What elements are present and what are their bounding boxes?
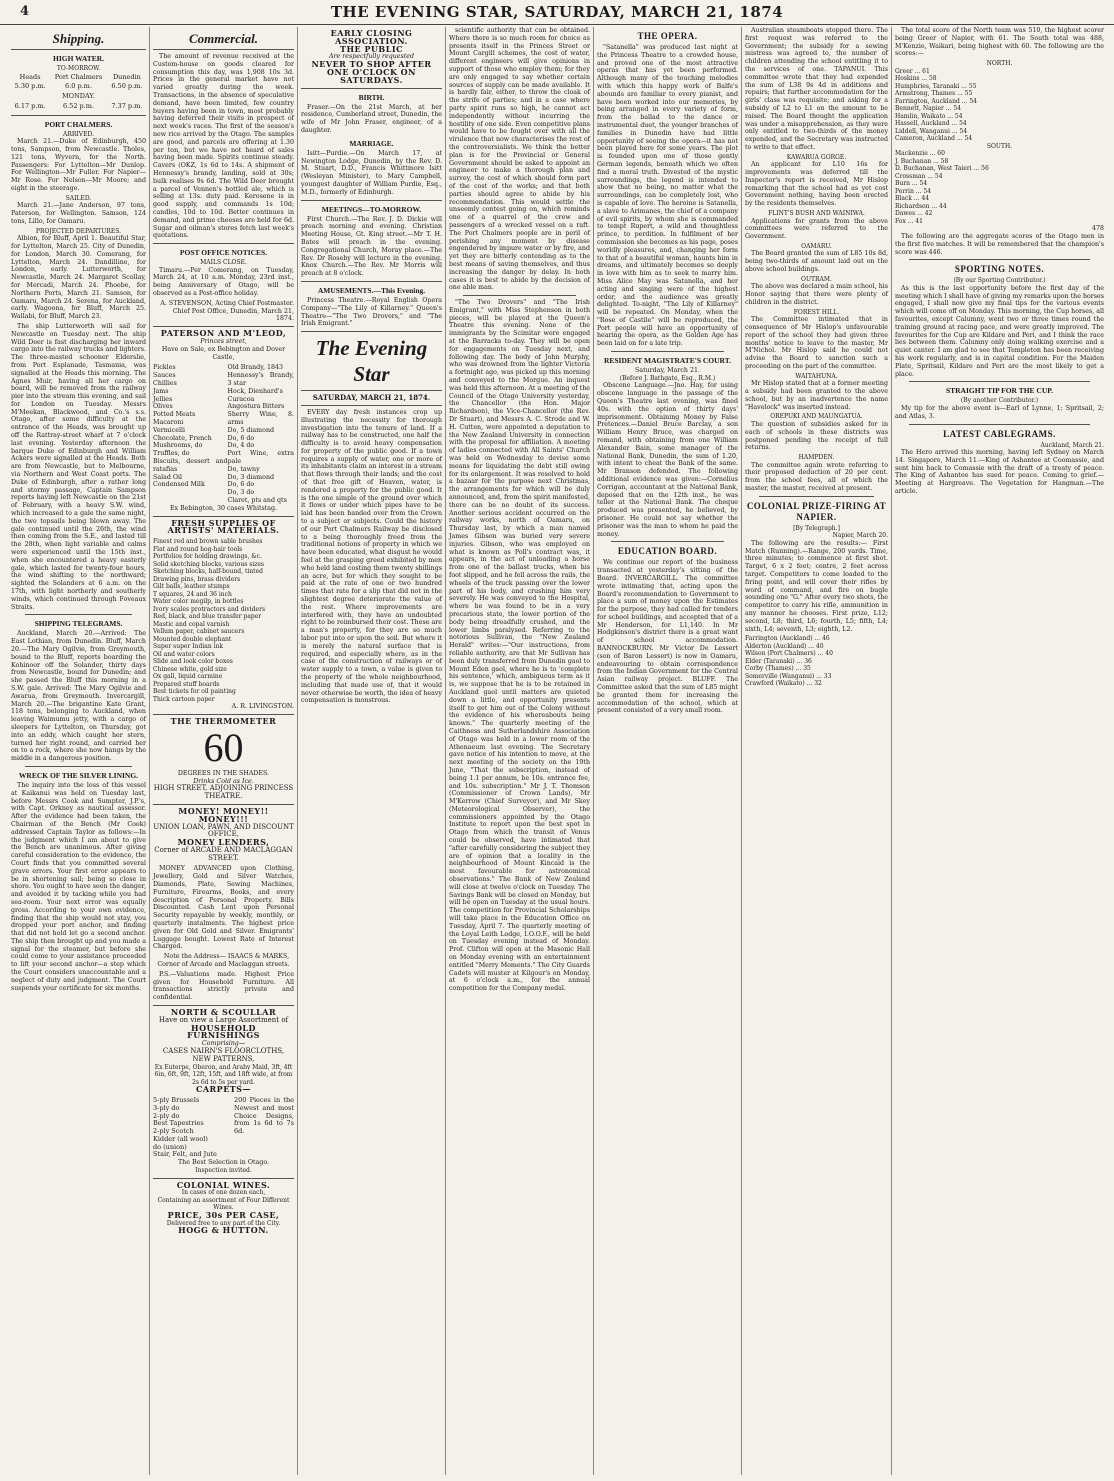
ad-heading: HOUSEHOLD FURNISHINGS xyxy=(187,1022,260,1041)
editorial-continued: scientific authority that can be obtained. Where there is so much room for choice as presents itself in the Princes Street or Mount Cargill schemes, the cost of water, different engineers will give opinions in support of those who employ them; for they are only engaged to say whether certain sources of supply can be made available. It is hardly fair, either, to throw the cloak of the strife of parties; and in a case where party spirit runs so high, he cannot act independently without incurring the hostility of one side. Even competitive plans would have to be fought over with all the virulence that now characterises the rest of the controversialists. We think the better plan is for the Provincial or General Government should be asked to appoint an engineer to make a thorough plan and survey, the cost of which should form part of the cost of the works; and that both parties should agree to abide by his recommendation. This would settle the unseemly contest going on, which reminds one of a quarrel of the crew and passengers of a wrecked vessel on a raft. The Port Chalmers people are in peril of perishing any moment by disease engendered by impure water or by fire, and yet they are bitterly contending as to the best means of saving themselves, and thus increasing the danger by delay. In both cases it is best to abide by the decision of one able man. xyxy=(449,27,590,292)
divider xyxy=(759,496,874,497)
ad-heading: MONEY! MONEY!! MONEY!!! xyxy=(178,805,269,824)
divider xyxy=(25,766,132,767)
materials-list: Finest red and brown sable brushes Flat and round hog-hair tools Portfolios for holding drawings, &c. Solid sketching blocks, various sizes Sketching blocks, half-bound, tinted Drawing pins, brass dividers Gilt balls, leather stumps T squares, 24 and 36 inch Water color megilp, in bottles Ivory scales protractors and dividers Red, black, and blue transfer paper Mastic and copal varnish Vellum paper, cabinet saucers Mounted double elephant Super super Indian ink Oil and water colors Slide and look color boxes Chinese white, gold size Ox gall, liquid carmine Prepared stuff boards Best tickets for oil painting Thick cartoon paper xyxy=(153,538,266,703)
carpets-left: 5-ply Brussels 3-ply do 2-ply do Best Tapestries 2-ply Scotch Kidder (all wool) do (union) Stair, Felt, and Jute xyxy=(153,1095,217,1159)
section-subheading: FOREST HILL. xyxy=(793,308,840,316)
marriage-heading: MARRIAGE. xyxy=(349,138,394,148)
ad-address: HIGH STREET, ADJOINING PRINCESS THEATRE. xyxy=(153,784,294,801)
product-item: Angostura Bitters xyxy=(227,403,285,411)
money-postscript: P.S.—Valuations made. Highest Price given for Household Furniture. All transactions strictly private and confidential. xyxy=(153,970,294,1002)
product-item: Vermicelli xyxy=(153,426,185,434)
ad-heading: FRESH SUPPLIES OF ARTISTS' MATERIALS. xyxy=(167,517,280,536)
sporting-byline: (By our Sporting Contributor.) xyxy=(953,277,1046,285)
straight-tip-byline: (By another Contributor.) xyxy=(960,397,1039,405)
ad-text: Delivered free to any part of the City. xyxy=(166,1219,281,1227)
arrived-subheading: ARRIVED. xyxy=(63,130,94,138)
money-address: Note the Address— ISAACS & MARKS, Corner of Arcade and Maclaggan streets. xyxy=(157,953,290,969)
page-number: 4 xyxy=(20,4,30,19)
meetings-text: First Church.—The Rev. J. D. Dickie will preach morning and evening. Christian Meeting House, Gt. King street.—Mr T. H. Bates will preach in the evening. Congregational Church, Moray place.—The Rev. Dr Roseby will lecture in the evening. Knox Church.—The Rev. Mr Morris will preach at 8 o'clock. xyxy=(301,215,442,278)
product-item: Mushrooms, do xyxy=(153,442,203,450)
court-date: Saturday, March 21. xyxy=(635,367,700,375)
divider xyxy=(301,200,442,201)
section-subheading: KAWARUA GORGE. xyxy=(786,153,847,161)
divider xyxy=(11,115,146,116)
high-water-heading: HIGH WATER. xyxy=(53,54,104,63)
ad-text: Are respectfully requested xyxy=(328,53,415,61)
product-item: Truffles, do xyxy=(153,450,190,458)
product-item: Chocolate, French xyxy=(153,434,212,442)
column-editorial xyxy=(298,27,446,1475)
product-item: Biscuits, dessert and ratafias xyxy=(153,457,228,473)
sporting-text: As this is the last opportunity before the first day of the meeting which I shall have of giving my remarks upon the horses engaged, I shall now give my final tips for the various events which will come off on Monday. This morning, the Cup horses, all favourites, except Calumny, went two or three times round the training ground at racing pace, and were greatly improved. The favourites for the Cup are Kildare and Peri, and I think the race lies between them. Calumny only doing walking exercise and a quiet canter. I am glad to see that Templeton has been receiving his work regularly, and is in capital condition. For the Maiden Plate, Spritsail, Kildare and Peri are the most likely to get a place. xyxy=(895,284,1104,378)
product-item: Port Wine, extra pale xyxy=(227,450,294,465)
newspaper-header-title: THE EVENING STAR, SATURDAY, MARCH 21, 1874 xyxy=(330,3,784,21)
shipping-heading: Shipping. xyxy=(52,31,105,46)
section-subheading: OAMARU. xyxy=(801,242,832,250)
divider xyxy=(25,614,132,615)
money-text: MONEY ADVANCED upon Clothing, Jewellery, Gold and Silver Watches, Diamonds, Plate, Sewing Machines, Furniture, Firearms, Books, and every description of Personal Property. Bills Discounted. Cash Lent upon Personal Security repayable by weekly, monthly, or quarterly instalments. The highest price given for Old Gold and Silver. Emigrants' Luggage bought. Lowest Rate of Interest Charged. xyxy=(153,865,294,951)
ad-heading: EARLY CLOSING ASSOCIATION. xyxy=(330,28,413,46)
opera-text: "Satanella" was produced last night at the Princess Theatre to a crowded house, and proved one of the most attractive operas that has yet been performed. Although many of the touching melodies with which this happy work of Balfe's abounds are familiar to every pianist, and have been worked into our memories, by being arranged in every variety of form, from the ballad to the dance or instrumental duet, the younger branches of families in Dunedin have had little opportunity of seeing the opera—it has not been played here for some years. The plot is founded upon one of those gently German legends, beneath which we often find a moral truth. Divested of the mystic surroundings, the legend is intended to show that no being, no matter what the surroundings, can be completely lost, who is capable of love. The heroine is Satanella, a slave to Arimanes, the chief of a company of evil spirits, by whom she is commanded to tempt Rupert, a wild and thoughtless prince, to perdition. In fulfilment of her commission she becomes as his page, poses worldly pleasures, and, changing her form to that of a beautiful woman, haunts him in dreams, and ultimately becomes so deeply in love with him as to seek to marry him. Miss Alice May was Satanella, and her acting and singing were of the highest order, and the audience was greatly delighted. To-night, "The Lily of Killarney" will be repeated. On Monday, when the "Rose of Castile" will be reproduced, the Port people will have an opportunity of hearing the opera, as the Golden Age has been laid on for a late trip. xyxy=(597,44,738,348)
north-subheading: NORTH. xyxy=(986,60,1013,68)
table-row xyxy=(11,73,146,83)
section-subheading: OUTRAM. xyxy=(801,275,832,283)
product-item: Do, 6 do xyxy=(227,481,255,489)
table-cell: MONDAY. xyxy=(62,92,95,101)
mails-close-subheading: MAILS CLOSE. xyxy=(200,259,247,267)
product-item: Pickles xyxy=(153,364,176,372)
marriage-text: Isitt—Purdie.—On March 17, at Newington Lodge, Dunedin, by the Rev. D. M. Stuart, D.D., Francis Whittmore Isitt (Wesleyan Minister), to Mary Campbell, youngest daughter of William Purdie, Esq., M.D., formerly of Edinburgh. xyxy=(301,149,442,196)
product-item: Sauces xyxy=(153,372,176,380)
section-subheading: OREPUKI AND MAUNGATUA. xyxy=(770,413,863,421)
rifle-scores-intro: The total score of the North team was 510, the highest scorer being Greer of Napier, with 61. The South total was 488, M'Kenzie, Waikari, being highest with 60. The following are the scores:— xyxy=(895,27,1104,58)
sailed-subheading: SAILED. xyxy=(65,194,92,202)
arrived-text: March 21.—Duke of Edinburgh, 450 tons, Sampson, from Newcastle. Tholes, 121 tons, Wyvern, for the North. Passengers: For Lyttelton—Mr Dunlop. For Wellington—Mr Fuller. For Napier—Mr Rose. For Nelson—Mr Moore; and eight in the steerage. xyxy=(11,138,146,192)
meetings-heading: MEETINGS—TO-MORROW. xyxy=(321,204,422,214)
commercial-heading: Commercial. xyxy=(189,31,258,46)
amusements-text: Princess Theatre.—Royal English Opera Company—"The Lily of Killarney." Queen's Theatre—"The Two Drovers," and "The Irish Emigrant." xyxy=(301,296,442,328)
projected-text: Albion, for Bluff, April 1. Beautiful Star, for Lyttelton, March 25. City of Dunedin, for London, March 30. Comerang, for Lyttelton, March 24. Dandilline, for London, early. Lutterworth, for Newcastle, March 24. Margaret Scollay, for Mercadi, March 24. Phoebe, for Northern Ports, March 21. Samson, for Oamaru, March 24. Serena, for Auckland, early. Wagoona, for Bluff, March 25. Wallabi, for Bluff, March 23. xyxy=(11,235,146,321)
education-heading: EDUCATION BOARD. xyxy=(617,546,718,557)
ad-subtitle: CARPETS— xyxy=(195,1084,252,1095)
education-continued: Australian steamboats stopped there. The first request was referred to the Government; the subsidy for a sewing mistress was agreed to, the number of children attending the school entitling it to the services of one. TAPANUI. This committee wrote that they had expended the sum of L38 9s 4d in additions and repairs; that further accommodation for the girls' class was requisite; and asking for a subsidy of L2 to L1 on the amount to be raised. The Board thought the application was under a misapprehension, as they were only entitled to two-thirds of the money expended, and the Secretary was instructed to write to that effect. xyxy=(745,27,888,151)
ad-subtitle: MONEY LENDERS, xyxy=(177,837,270,848)
divider xyxy=(153,49,294,50)
ad-tagline: Inspection invited. xyxy=(195,1167,252,1175)
section-text: The committee again wrote referring to their proposed deduction of 20 per cent. from the school fees, all of which the master, the master, received at present. xyxy=(745,461,888,493)
north-scores: Greer ... 61 Hoskins ... 58 Humphries, Taranaki ... 55 Armstrong, Thames ... 55 Farrington, Auckland ... 54 Bennett, Napier ... 54 Hamlin, Waikato ... 54 Hassell, Auckland ... 54 Liddell, Wanganui ... 54 Cameron, Auckland ... 54 xyxy=(895,67,977,143)
newspaper-masthead: The Evening Star xyxy=(315,336,428,387)
ad-subtitle: DEGREES IN THE SHADES. xyxy=(177,769,270,777)
product-list-left xyxy=(153,364,228,504)
divider xyxy=(153,1005,294,1006)
tide-table xyxy=(11,73,146,112)
divider xyxy=(153,243,294,244)
amusements-heading: AMUSEMENTS.—This Evening. xyxy=(317,285,426,295)
court-before: (Before J. Bathgate, Esq., R.M.) xyxy=(619,374,716,382)
ad-price: PRICE, 30s PER CASE, xyxy=(167,1209,280,1220)
ad-tagline: The Best Selection in Otago. xyxy=(177,1159,270,1167)
table-cell: 6.0 p.m. xyxy=(65,82,92,91)
wreck-heading: WRECK OF THE SILVER LINING. xyxy=(18,770,139,780)
thermometer-ad xyxy=(153,715,294,801)
ad-signature: A. R. LIVINGSTON. xyxy=(231,703,294,711)
telegrams-heading: SHIPPING TELEGRAMS. xyxy=(34,619,123,629)
editorial-text: EVERY day fresh instances crop up illustrating the necessity for thorough investigation into the tenure of land. If a railway has to be constructed, one half the difficulty is to avoid heavy compensation for property of the public good. If a town requires a supply of water, one or more of its inhabitants claim an interest in a stream that flows through their lands; and the cost of that free gift of Heaven, water, is rendered a property for the public good. It is the one simple of the ground over which it flows or under which pipes have to be laid has been handed over from the Crown to a subject or subjects. Could the history of our Port Chalmers Railway be disclosed to a being thoroughly freed from the traditional notions of property in which we have been educated, what disgust he would feel at the grasping greed exhibited by men who held land costing them twenty shillings an acre, but for which they sought to be paid at the rate of one or two hundred times that rate for a slip that did not in the slightest degree deteriorate the value of the rest. Where improvements are interfered with, they have an undoubted right to be reimbursed their cost. These are a man's property, for they are so much labor put into or upon the soil. But where it is merely the natural surface that is required, and especially where, as in the case of the construction of railways or of water supply to a town, a value is given to the property of the whole neighbourhood, including that made use of, that it would never otherwise be worth, the idea of heavy compensation is monstrous. xyxy=(301,408,442,705)
product-item: Do, 3 do xyxy=(227,489,255,497)
product-item: Jellies xyxy=(153,395,173,403)
column-shipping xyxy=(8,27,150,1475)
product-item: Do, 6 do xyxy=(227,434,255,442)
prize-firing-text: The following are the results:— First Match (Running).—Range, 200 yards. Time, three minutes; to commence at first shot. Target, 6 x 2 feet; centre, 2 feet across target. Competitors to come loaded to the firing point, and will cover their rifles by word of command, and fire on bugle sounding one "G." After every two shots, the competitor to carry his rifle, ammunition in any manner he chooses. First prize, L12; second, L8; third, L6; fourth, L5; fifth, L4; sixth, L4; seventh, L3; eighth, L2. xyxy=(745,539,888,633)
ad-footer: Ex Bebington, 30 cases Whitstag. xyxy=(169,504,278,512)
section-text: The above was declared a main school, his Honor saying that there were plenty of children in the district. xyxy=(745,283,888,306)
divider xyxy=(463,295,576,296)
divider xyxy=(909,259,1090,260)
ad-text: ONE O'CLOCK ON SATURDAYS. xyxy=(327,66,416,85)
colonial-wines-ad xyxy=(153,1179,294,1236)
dateline: Auckland, March 21. xyxy=(1040,441,1104,449)
section-text: The Committee intimated that in consequence of Mr Hislop's unfavourable report of the school they had given three months' notice to leave to the master, Mr M'Nichol. Mr Hislop said he could not advise the Board to sanction such a proceeding on the part of the committee. xyxy=(745,316,888,370)
straight-tip-heading: STRAIGHT TIP FOR THE CUP. xyxy=(945,386,1054,396)
paterson-mcleod-ad xyxy=(153,330,294,361)
divider xyxy=(301,88,442,89)
ad-signature: HOGG & HUTTON. xyxy=(178,1225,269,1236)
ad-subtitle: THE PUBLIC xyxy=(340,43,403,54)
cablegrams-text: The Hero arrived this morning, having left Sydney on March 14. Singapore, March 11.—King of Ashantee at Coomassie, and sent him back to Comassie with the draft of a treaty of peace. The King of Ashantee has sued for peace. Coming to grief.—Meeting at Hargreave. The Vegetation for Hangman.—The article. xyxy=(895,449,1104,496)
divider xyxy=(301,390,442,391)
section-subheading: WAITAHUNA. xyxy=(795,372,838,380)
post-office-text: Timaru.—Per Comerang, on Tuesday, March 24, at 10 a.m. Monday, 23rd inst., being Anniversary of Otago, will be observed as a Post-office holiday. xyxy=(153,266,294,298)
table-cell: 7.37 p.m. xyxy=(111,101,143,110)
money-lenders-ad xyxy=(153,805,294,863)
product-item: Olives xyxy=(153,403,173,411)
section-text: The Board granted the sum of L85 10s 8d, being two-thirds of amount laid out on the above school buildings. xyxy=(745,250,888,274)
ad-tagline: Drinks Cold as Ice. xyxy=(193,777,254,785)
product-list-right xyxy=(228,364,294,504)
early-closing-ad xyxy=(301,30,442,85)
product-item: Condensed Milk xyxy=(153,481,205,489)
product-item: Hock, Dienhard's xyxy=(227,387,283,395)
table-cell: 6.50 p.m. xyxy=(111,82,143,91)
opera-heading: THE OPERA. xyxy=(637,31,698,41)
table-cell: 6.17 p.m. xyxy=(14,101,46,110)
post-office-signature: A. STEVENSON, Acting Chief Postmaster. Chief Post Office, Dunedin, March 21, 1874. xyxy=(160,299,294,323)
table-row xyxy=(11,82,146,92)
carpets-right: 200 Pieces in the Newest and most Choice Designs, from 1s 6d to 7s 6d. xyxy=(234,1095,294,1136)
divider xyxy=(611,541,724,542)
ad-heading: THE THERMOMETER xyxy=(170,715,277,726)
wreck-text: The inquiry into the loss of this vessel at Kaikanui was held on Tuesday last, before Messrs Cook and Sumpter, J.P.'s, with Capt. Orkney as nautical assessor. After the evidence had been taken, the Chairman of the Bench (Mr Cook) addressed Captain Taylor as follows:—In the judgment which I am about to give the Bench are unanimous. After giving careful consideration to the evidence, the Court finds that you committed several grave errors. Your first error appears to be in shortening sail; being so close in shore. You ought to have seen the danger, and avoided it by tacking while you had sea-room. Your next error was equally gross. According to your own evidence, finding that the ship would not stay, you dropped your port anchor, and finding that did not hold let go a second anchor. The ship then brought up and you made a signal for the steamer, but before she could come to your assistance proceeded to lift your second anchor—a step which the Court considers unaccountable and a neglect of duty and judgment. The Court suspends your certificate for six months. xyxy=(11,781,146,992)
ad-text: Containing an assortment of Four Different Wines. xyxy=(157,1196,290,1212)
telegrams-text: Auckland, March 20.—Arrived: The East Lothian, from Dunedin. Bluff, March 20.—The Mary Ogilvie, from Greymouth, bound to the Bluff, reports boarding the Kohinoor off the Solander, thirty days from Newcastle, bound for Dunedin; and she passed the Bluff this morning in a S.W. gale. Arrived: The Mary Ogilvie and Awarua, from Greymouth. Invercargill, March 20.—The brigantine Kate Grant, 118 tons, belonging to Auckland, when leaving Waimumu jetty, with a cargo of sleepers for Lyttelton, on Thursday, got into an eddy, which caught her stern, turned her right round, and carried her on to a rock, where she now hangs by the middle in a dangerous position. xyxy=(11,630,146,763)
table-row xyxy=(11,92,146,102)
north-scoullar-ad xyxy=(153,1009,294,1094)
ad-address: Corner of ARCADE AND MACLAGGAN STREET. xyxy=(154,845,293,862)
divider xyxy=(153,714,294,715)
south-subheading: SOUTH. xyxy=(986,142,1013,150)
sailed-text: March 21.—Jane Anderson, 97 tons, Paterson, for Wellington. Samson, 124 tons, Lillo, for Oamaru. xyxy=(11,202,146,225)
product-list xyxy=(153,364,294,504)
straight-tip-text: My tip for the above event is—Earl of Lynne, 1; Spritsail, 2; and Atlas, 3. xyxy=(895,404,1104,420)
cablegrams-heading: LATEST CABLEGRAMS. xyxy=(943,428,1056,439)
ad-subtitle: In cases of one dozen each, xyxy=(181,1189,266,1197)
product-item: Old Brandy, 1843 xyxy=(227,364,283,372)
divider xyxy=(301,281,442,282)
product-item: Hennessy's Brandy, 3 star xyxy=(227,372,294,387)
ad-subtitle: CASES NAIRN'S FLOORCLOTHS, NEW PATTERNS, xyxy=(162,1047,285,1063)
ad-subtitle: UNION LOAN, PAWN, AND DISCOUNT OFFICE, xyxy=(153,822,294,839)
prize-firing-scores: Farrington (Auckland) ... 46 Alderton (Auckland) ... 40 Wilson (Port Chalmers) ... 40 Elder (Taranaki) ... 36 Corby (Thames) ... 35 Somerville (Wanganui) ... 33 Crawford (Waikato) ... 32 xyxy=(745,635,833,688)
column-opera xyxy=(594,27,742,1475)
product-item: Do, 4 do xyxy=(227,442,255,450)
education-text: We continue our report of the business transacted at yesterday's sitting of the Board. INVERCARGILL. The committee wrote intimating that, acting upon the Board's recommendation to Government to place a sum of money upon the Estimates for the purpose, they had called for tenders for school buildings, and accepted that of a Mr Henderson, for L1,140. In Mr Hodgkinson's district there is a great want of school accommodation. BANNOCKBURN. Mr Victor De Lessert (son of Baron Lessert) is now in Oamaru, endeavouring to obtain correspondence from the Indian Government for the Central Asian railway project. BLUFF. The Committee asked that the sum of L85 might be granted them for increasing the accommodation of the school, which at present consisted of a very small room. xyxy=(597,559,739,715)
advertiser-address: Princes street, xyxy=(200,338,247,345)
column-education xyxy=(742,27,892,1475)
south-scores: Mackenzie ... 60 J. Buchanan ... 58 D. Buchanan, West Taieri ... 56 Crossman ... 54 Burn ... 54 Perrin ... 54 Black ... 44 Richardson ... 44 Dawes ... 42 Fox ... 41 xyxy=(895,150,989,225)
court-heading: RESIDENT MAGISTRATE'S COURT. xyxy=(603,356,732,366)
column-sporting xyxy=(892,27,1107,1475)
table-cell: Heads xyxy=(19,72,41,81)
table-cell: 5.30 p.m. xyxy=(14,82,46,91)
product-item: Jams xyxy=(153,387,169,395)
birth-text: Fraser.—On the 21st March, at her residence, Cumberland street, Dunedin, the wife of Mr John Fraser, engineer, of a daughter. xyxy=(301,103,442,134)
divider xyxy=(153,1178,294,1179)
port-heading: PORT CHALMERS. xyxy=(44,119,113,129)
section-text: Mr Hislop stated that at a former meeting a subsidy had been granted to the above school, but by an inadvertence the name "Havelock" was inserted instead. xyxy=(745,380,888,411)
aggregate-text: The following are the aggregate scores of the Otago men in the first five matches. It will be remembered that the champion's score was 446. xyxy=(895,232,1104,256)
divider xyxy=(301,331,442,332)
tide-subheading: TO-MORROW. xyxy=(56,65,101,72)
page-header xyxy=(0,0,1114,25)
product-item: Macaroni xyxy=(153,418,184,426)
product-item: Curacoa xyxy=(227,395,255,403)
south-total: 478 xyxy=(1091,225,1104,233)
ad-subtitle: Have on view a Large Assortment of xyxy=(158,1015,289,1024)
product-item: Do, 5 diamond xyxy=(227,426,275,434)
section-text: Applications for grants from the above committees were referred to the Government. xyxy=(745,217,888,241)
divider xyxy=(301,405,442,406)
column-commercial xyxy=(150,27,298,1475)
table-cell: Dunedin xyxy=(112,72,141,81)
divider xyxy=(909,381,1090,382)
ad-heading: COLONIAL WINES. xyxy=(176,1179,271,1190)
product-item: Do, tawny xyxy=(227,465,260,473)
local-news-text: "The Two Drovers" and "The Irish Emigrant," with Miss Stephenson in both pieces, will be played at the Queen's Theatre this evening. None of the immigrants by the Scimitar were engaged at the Barracks to-day. They will be open for engagements on Tuesday next, and following day. The body of John Murphy, who was drowned from the lighter Victoria a fortnight ago, was picked up this morning and conveyed to the Morgue. An inquest was held this afternoon. At a meeting of the Council of the Otago University yesterday, the Chancellor (the Hon. Major Richardson), the Vice-Chancellor (the Rev. Dr Stuart), and Messrs A. C. Strode and W. H. Cutten, were appointed a deputation to the New Zealand University in connection with the proposal for affiliation. A meeting of ladies connected with All Saints' Church was held on Wednesday to devise some means for liquidating the debt still owing for its enlargement. It was resolved to hold a bazaar for the purpose next Christmas, the arrangements for which will be duly announced, and, from the spirit manifested, there can be no doubt of its success. Another serious accident occurred on the railway works, north of Oamaru, on Thursday last, by which a man named James Gibson was buried very severe injuries. Gibson, who was employed on what is known as Poll's contract was, it appears, in the act of unloading a horse from one of the ballast trucks, when his foot slipped, and he fell across the rails, the wheels of the truck passing over the lower part of his body, and crushing him very severely. He was conveyed to the Hospital, where he was found to be in a very precarious state, the lower portion of the body being dreadfully crushed, and the lower limbs paralysed. Referring to the notorious Sullivan, the "New Zealand Herald" writes:—"Our instructions, from reliable authority, are that Mr Sullivan has been duly transferred from Dunedin gaol to Mount Eden gaol, where he is to 'complete his sentence,' which, ambiguous term as it is, we suppose that he is to be retained in Auckland gaol until matters are quieted down a little, and opportunity presents itself to get him out of the Colony without the evidence of his whereabouts being known." The quarterly meeting of the Caithness and Sutherlandshire Association of Otago was held in a lower room of the Athenaeum last evening. The Secretary gave notice of his intention to move, at the next meeting of the society on the 19th June, "That the subscription, instead of being 1.1 per annum, be 10s. entrance fee, and 10s. subscription." Mr J. T. Thomson (Commissioner of Crown Lands), Mr M'Kerrow (Chief Surveyor), and Mr Skey (Meteorological Observer), the commissioners appointed by the Otago Institute to report upon the best spot in Otago from which the transit of Venus could be observed, have intimated that "after carefully considering the subject they are of opinion that a locality in the neighbourhood of Mount Kincaid is the most favourable for astronomical observations." The Bank of New Zealand will close at twelve o'clock on Tuesday. The Savings Bank will be closed on Monday, but will be open on Tuesday at the usual hours. The competition for Provincial Scholarships will take place in the Education Office on Tuesday, April 7. The quarterly meeting of the Loyal Leith Lodge, I.O.O.F., will be held on Tuesday evening instead of Monday. Prof. Clifton will open at the Masonic Hall on Monday evening with an entertainment entitled "Merry Moments." The City Guards Cadets will muster at Kilgour's on Monday, at 6 o'clock a.m., for the annual competition for the Company medal. xyxy=(449,299,590,993)
projected-subheading: PROJECTED DEPARTURES. xyxy=(35,227,122,235)
section-text: An applicant for L10 16s for improvements was deferred till the Inspector's report is received, Mr Hislop remarking that the school had as yet cost Government nothing, having been erected by the residents themselves. xyxy=(745,161,888,208)
advertiser-name: NORTH & SCOULLAR xyxy=(170,1007,277,1018)
ad-text: Ex Euterpe, Oberon, and Araby Maid, 3ft, 4ft 6in, 6ft, 9ft, 12ft, 15ft, and 18ft wide, at from 2s 6d to 5s per yard. xyxy=(154,1063,293,1086)
ad-text: NEVER TO SHOP AFTER xyxy=(311,59,432,70)
dateline: Napier, March 20. xyxy=(832,532,888,540)
advertiser-name: PATERSON AND M'LEOD, xyxy=(160,328,287,339)
ad-subtitle: Have on Sale, ex Bebington and Dover Castle, xyxy=(161,345,286,361)
thermometer-value: 60 xyxy=(203,724,244,770)
product-item: Sherry Wine, 8. arms xyxy=(227,411,294,426)
artists-materials-ad xyxy=(153,517,294,536)
post-office-heading: POST OFFICE NOTICES. xyxy=(179,248,268,258)
sporting-heading: SPORTING NOTES. xyxy=(954,264,1045,275)
product-item: Chillies xyxy=(153,379,177,387)
product-item: Do, 3 diamond xyxy=(227,473,275,481)
prize-firing-heading: COLONIAL PRIZE-FIRING AT NAPIER. xyxy=(746,500,887,522)
editorial-date: SATURDAY, MARCH 21, 1874. xyxy=(312,393,431,403)
section-subheading: FLINT'S BUSH AND WAINIWA. xyxy=(768,210,865,218)
table-row xyxy=(11,102,146,112)
divider xyxy=(909,424,1090,425)
section-subheading: HAMPDEN. xyxy=(798,454,835,462)
column-local-news xyxy=(446,27,594,1475)
product-item: Salad Oil xyxy=(153,473,183,481)
product-item: Claret, pts and qts xyxy=(227,496,287,504)
court-text: Obscene Language.—Jno. Hay, for using obscene language in the passage of the Queen's Theatre last evening, was fined 40s. with the option of thirty days' imprisonment. Obtaining Money by False Pretences.—Daniel Bruce Barclay, a son William Henry Bruce, was charged on remand, with obtaining from one William Alexander Bain, some manager of the National Bank, Dunedin, the sum of 1.20, with intent to cheat the Bank of the same. Mr Branson defended. The following additional evidence was given:—Cornelius Corrigan, accountant at the National Bank, deposed that on the 12th inst., he was teller at the National Bank. The cheque produced was presented, he believed, by prisoner. He could not say whether the prisoner was the man to whom he paid the money. xyxy=(597,382,738,538)
birth-heading: BIRTH. xyxy=(358,92,385,102)
table-cell: 6.52 p.m. xyxy=(62,101,94,110)
telegraph-note: [By Telegraph.] xyxy=(793,524,840,532)
product-item: Potted Meats xyxy=(153,411,196,419)
divider xyxy=(11,49,146,50)
carpets-list xyxy=(153,1097,294,1159)
section-text: The question of subsidies asked for in each of schools in these districts was postponed pending the receipt of full returns. xyxy=(745,420,888,452)
ad-tagline: Comprising— xyxy=(201,1040,246,1048)
shipping-body: The ship Lutterworth will sail for Newcastle on Tuesday next. The ship Wild Deer is fast discharging her inward cargo into the railway trucks and lighters. The three-masted schooner Elderslie, from Port Esplanade, Tasmania, was signalled at the Heads this morning. The Agnes Muir, having all her cargo on board, will be removed from the railway pier into the stream this evening, and sail for London on Tuesday. Messrs M'Meekan, Blackwood, and Co.'s s.s. Otago, after some difficulty at the entrance of the Heads, was brought up off the Rattray-street wharf at 7 o'clock last evening. Yesterday afternoon the barque Duke of Edinburgh and William Ackers were signalled at the Heads. Both are from Newcastle, but to Melbourne, via Northern and West Coast ports. The Duke of Edinburgh, after a rather long and stormy passage, Captain Sampson reports having left Newcastle on the 21st of February, with a heavy S.W. wind, which increased to a gale the same night, the two topsails being blown away. The gale continued until the 26th, the wind then coming from the S.E., and lasted till the 28th, when light variable and calms were experienced until the 15th inst., when she encountered a heavy easterly gale, which lasted for twenty-four hours, the wind shifting to the northward; sighted the Solanders at 6 a.m. on the 17th, with light northerly and southerly winds, which continued through Foveaux Straits. xyxy=(11,322,146,611)
divider xyxy=(153,326,294,327)
table-cell: Port Chalmers xyxy=(54,72,103,81)
divider xyxy=(153,516,294,517)
commercial-text: The amount of revenue received at the Custom-house on goods cleared for consumption this day, was 1,908 10s 3d. Prices in the general market have not varied greatly during the week. Transactions, in the absence of speculative demand, have been limited, few country buyers having been in town, most probably having deferred their visits in prospect of next week's races. The first of the season's new rice arrived by the Otago. The samples are good, and parcels are offering at 1.30 per ton, but we have not heard of sales having been made. Spirits continue steady. Cavers (OKZ, 1s 6d to 14s. A shipment of Hennessy's brandy, landing, sold at 30s; bulk realises 9s 6d. The Wild Deer brought a parcel of Vennen's bottled ale, which is selling at 13s. duty paid. Kerosene is in good supply, and commands 1s 10d; candles, 10d to 10d. Better continues in demand, and prime cheeses are held for 6d. Sugar and oilman's stores fetch last week's quotations. xyxy=(153,53,294,240)
divider xyxy=(153,804,294,805)
divider xyxy=(611,351,724,352)
